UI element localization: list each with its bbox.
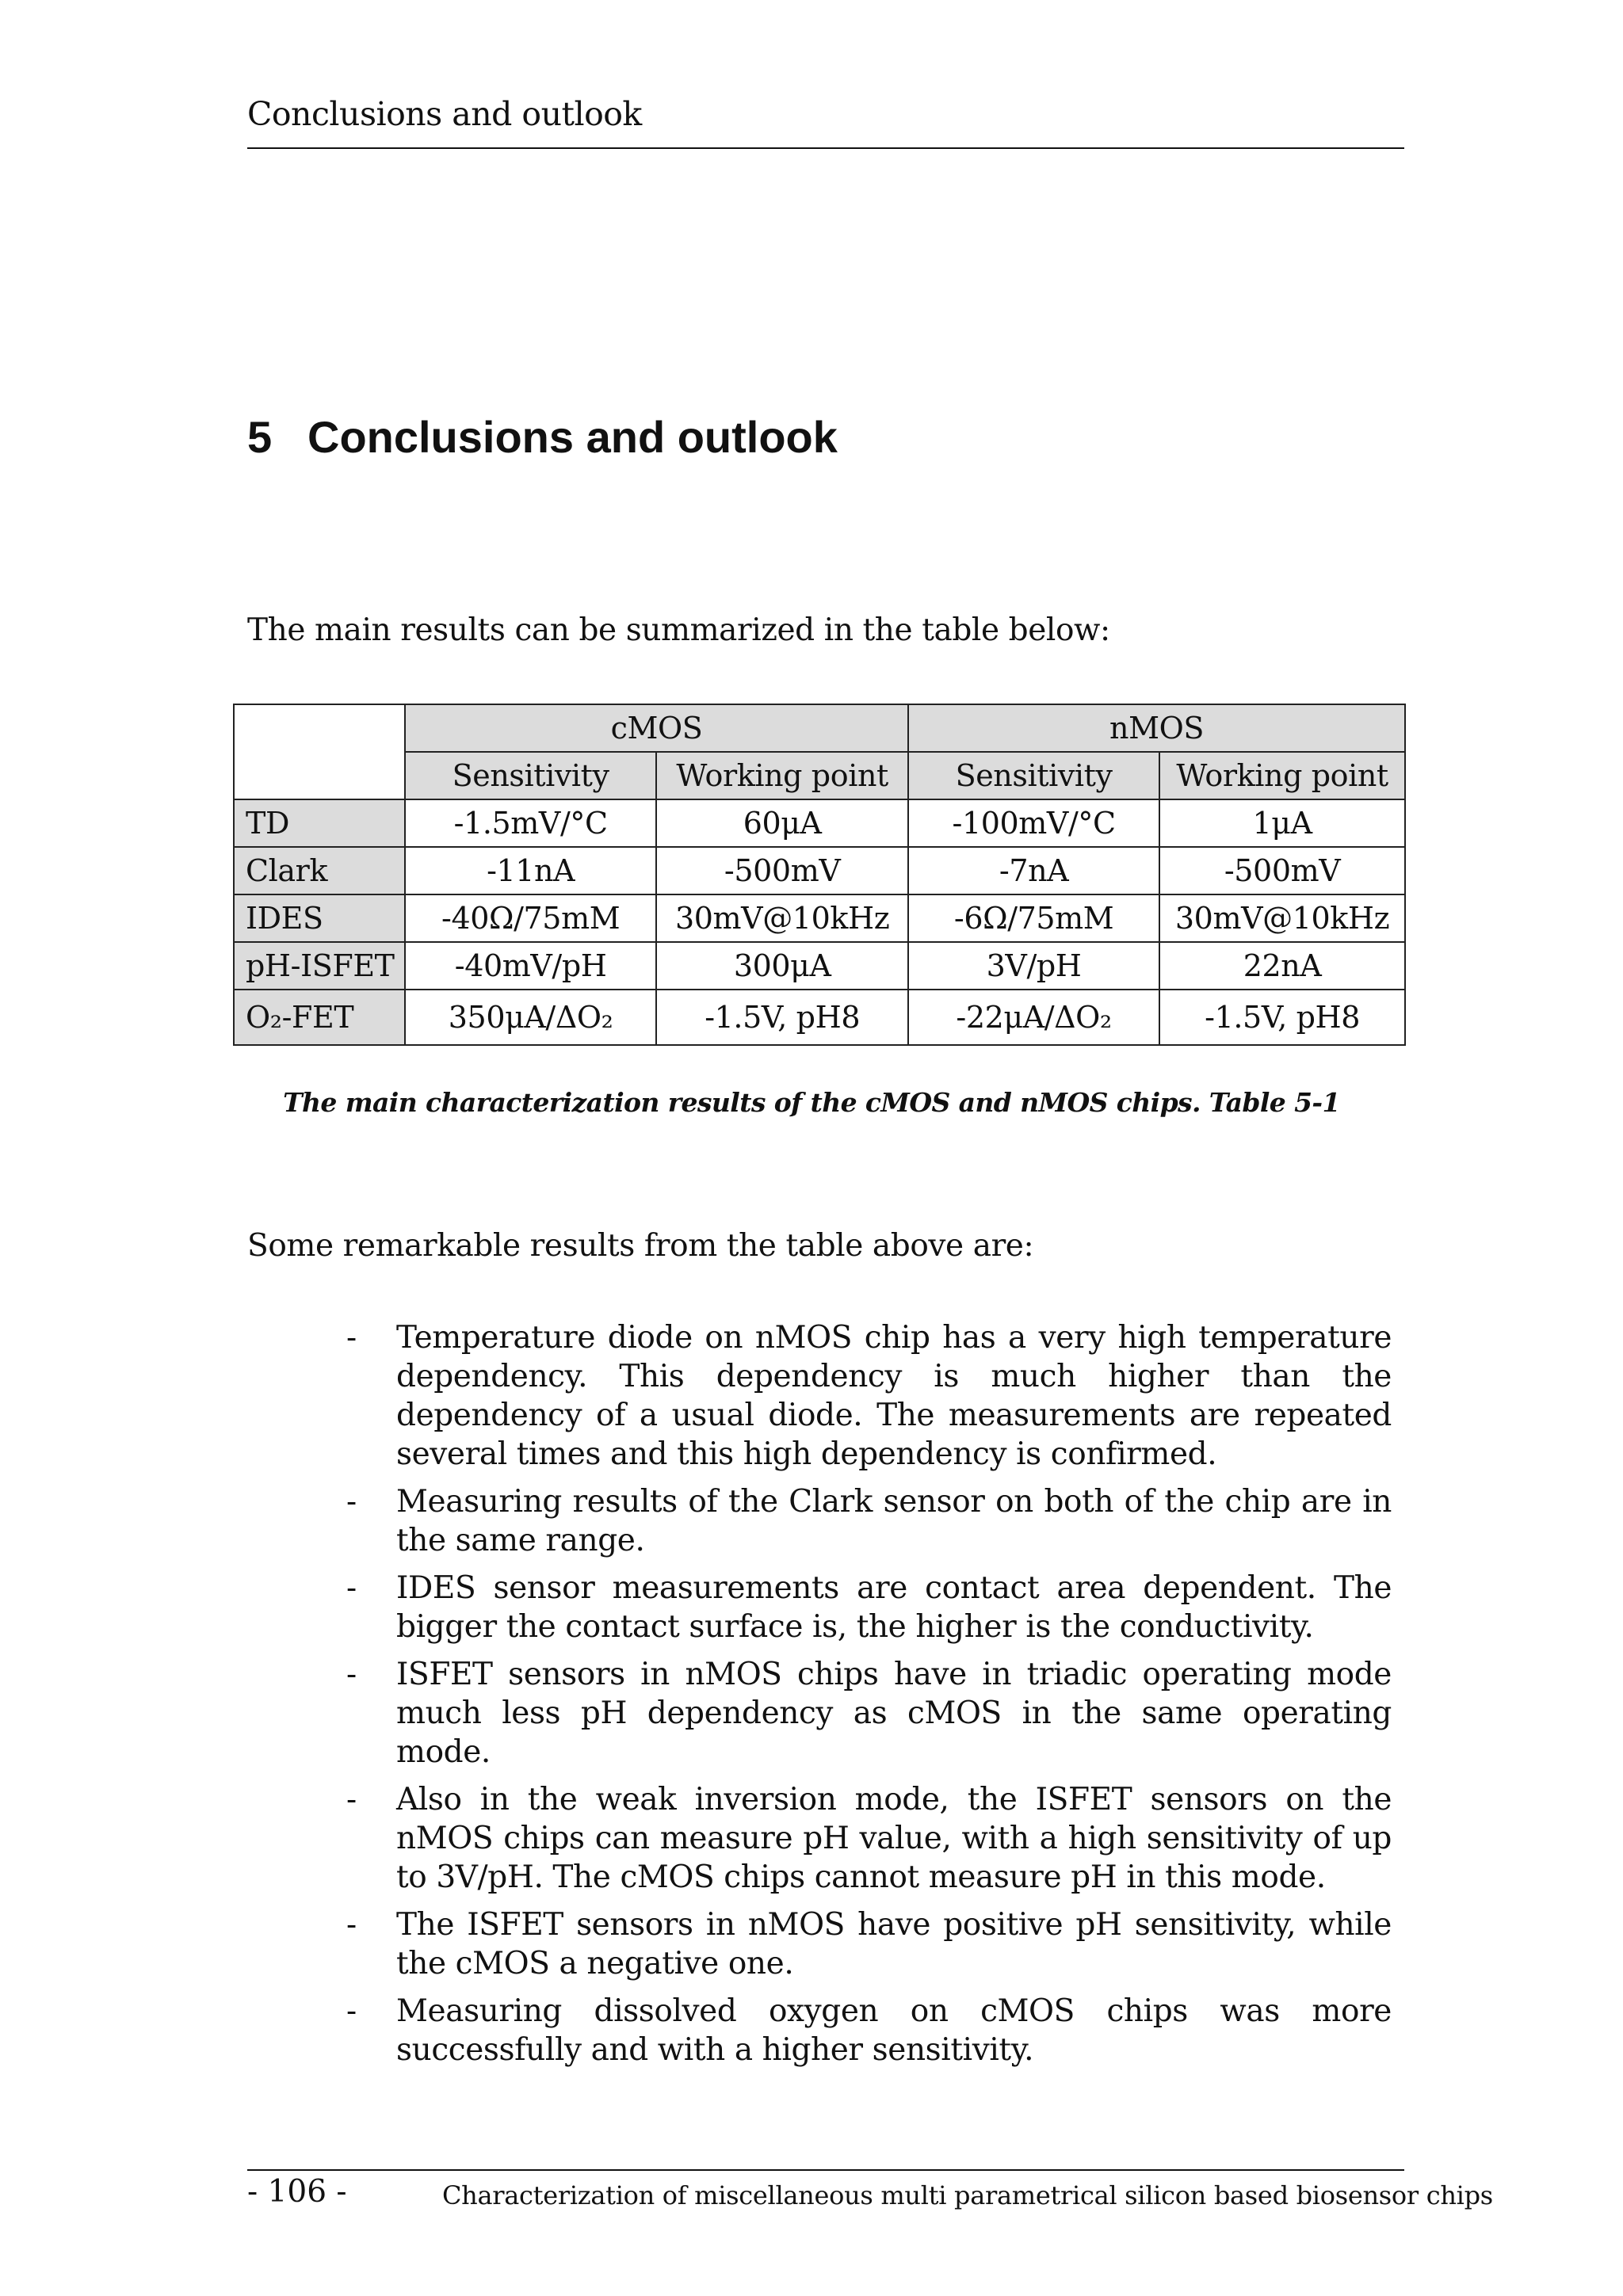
list-item: [341, 1569, 1392, 1646]
chapter-title: [247, 406, 838, 469]
table-cell: -1.5V, pH8: [1159, 990, 1405, 1045]
page-number: - 106 -: [247, 2174, 347, 2210]
table-cell: -500mV: [656, 847, 908, 894]
table-cell: 60μA: [656, 799, 908, 847]
list-item: [341, 1992, 1392, 2069]
list-item: [341, 1318, 1392, 1474]
table-cell: 22nA: [1159, 942, 1405, 990]
table-cell: -1.5V, pH8: [656, 990, 908, 1045]
remarks-intro: Some remarkable results from the table above are:: [247, 1228, 1034, 1264]
table-cell: 30mV@10kHz: [656, 894, 908, 942]
table-subheader-row: [234, 752, 1405, 799]
table-cell: 300μA: [656, 942, 908, 990]
group-header-nmos: nMOS: [908, 704, 1405, 752]
table-row: [234, 847, 1405, 894]
dash-bullet: -: [346, 1484, 357, 1520]
running-header: Conclusions and outlook: [247, 95, 642, 133]
footer-book-title: Characterization of miscellaneous multi parametrical silicon based biosensor chips: [442, 2180, 1493, 2210]
table-cell: -100mV/°C: [908, 799, 1159, 847]
row-label: IDES: [234, 894, 405, 942]
dash-bullet: -: [346, 1320, 357, 1356]
subheader-nmos-sensitivity: Sensitivity: [908, 752, 1159, 799]
row-label: Clark: [234, 847, 405, 894]
list-item: [341, 1655, 1392, 1772]
table-cell: -40Ω/75mM: [405, 894, 656, 942]
table-cell: 1μA: [1159, 799, 1405, 847]
chapter-number: 5: [247, 412, 273, 462]
list-item-text: Also in the weak inversion mode, the ISFET sensors on the nMOS chips can measure pH value, with a high sensitivity of up to 3V/pH. The cMOS chips cannot measure pH in this mode.: [396, 1782, 1392, 1895]
table-cell: -1.5mV/°C: [405, 799, 656, 847]
table-cell: -40mV/pH: [405, 942, 656, 990]
table-caption: The main characterization results of the cMOS and nMOS chips. Table 5-1: [283, 1087, 1340, 1118]
list-item: [341, 1482, 1392, 1560]
table-row: [234, 990, 1405, 1045]
table-cell: -11nA: [405, 847, 656, 894]
table-cell: 350μA/ΔO₂: [405, 990, 656, 1045]
table-group-header-row: [234, 704, 1405, 752]
list-item: [341, 1905, 1392, 1983]
table-cell: -22μA/ΔO₂: [908, 990, 1159, 1045]
dash-bullet: -: [346, 1570, 357, 1606]
footer-rule: [247, 2169, 1404, 2171]
row-label: TD: [234, 799, 405, 847]
header-rule: [247, 147, 1404, 149]
list-item-text: Temperature diode on nMOS chip has a very high temperature dependency. This dependency is much higher than the dependency of a usual diode. The measurements are repeated several times and this high dependency is confirmed.: [396, 1320, 1392, 1472]
dash-bullet: -: [346, 1993, 357, 2029]
table-row: [234, 942, 1405, 990]
table-row: [234, 894, 1405, 942]
dash-bullet: -: [346, 1782, 357, 1817]
list-item-text: IDES sensor measurements are contact area dependent. The bigger the contact surface is, the higher is the conductivity.: [396, 1570, 1392, 1645]
list-item-text: ISFET sensors in nMOS chips have in triadic operating mode much less pH dependency as cMOS in the same operating mode.: [396, 1657, 1392, 1770]
intro-paragraph: The main results can be summarized in the table below:: [247, 612, 1110, 648]
list-item-text: Measuring dissolved oxygen on cMOS chips was more successfully and with a higher sensitivity.: [396, 1993, 1392, 2068]
table-corner-cell: [234, 704, 405, 799]
results-table: [233, 704, 1406, 1046]
group-header-cmos: cMOS: [405, 704, 908, 752]
subheader-cmos-sensitivity: Sensitivity: [405, 752, 656, 799]
row-label: O₂-FET: [234, 990, 405, 1045]
remarks-list: [341, 1318, 1392, 2078]
subheader-cmos-working-point: Working point: [656, 752, 908, 799]
table-cell: 30mV@10kHz: [1159, 894, 1405, 942]
row-label: pH-ISFET: [234, 942, 405, 990]
table-cell: -7nA: [908, 847, 1159, 894]
list-item: [341, 1780, 1392, 1897]
chapter-title-text: Conclusions and outlook: [307, 412, 838, 462]
table-cell: -6Ω/75mM: [908, 894, 1159, 942]
table-row: [234, 799, 1405, 847]
table-cell: -500mV: [1159, 847, 1405, 894]
list-item-text: The ISFET sensors in nMOS have positive pH sensitivity, while the cMOS a negative one.: [396, 1907, 1392, 1981]
dash-bullet: -: [346, 1657, 357, 1692]
list-item-text: Measuring results of the Clark sensor on both of the chip are in the same range.: [396, 1484, 1392, 1558]
table-cell: 3V/pH: [908, 942, 1159, 990]
dash-bullet: -: [346, 1907, 357, 1943]
subheader-nmos-working-point: Working point: [1159, 752, 1405, 799]
